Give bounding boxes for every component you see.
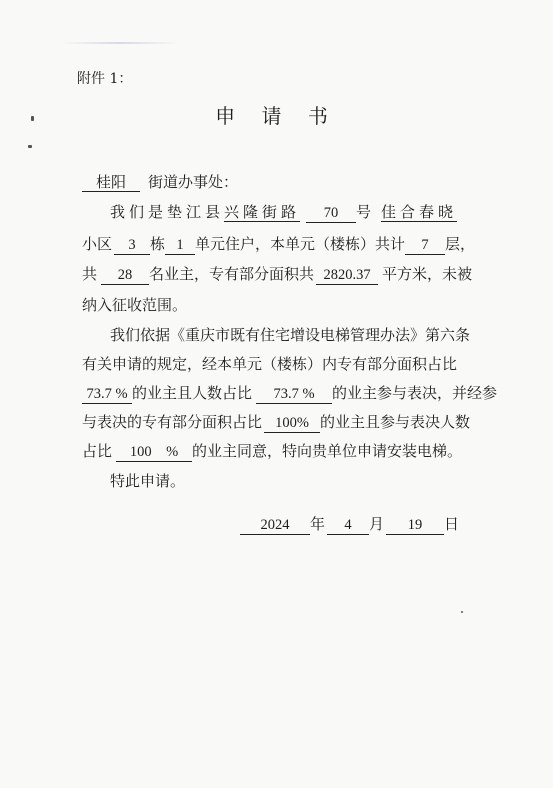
closing-text: 特此申请。 [110, 472, 186, 490]
exclusive-area: 2820.37 [316, 266, 378, 285]
regulation-reference: 我们依据《重庆市既有住宅增设电梯管理办法》第六条 [110, 326, 471, 344]
office-label: 街道办事处： [148, 173, 239, 191]
date-month-label: 月 [369, 515, 385, 533]
para2-mid2: 的业主参与表决，并经参 [332, 384, 498, 402]
para1-line1 [110, 202, 530, 223]
addressee-line [82, 172, 502, 192]
date-month: 4 [327, 516, 369, 535]
para2-line5-prefix: 占比 [82, 442, 113, 460]
para2-line1 [110, 325, 530, 345]
para2-line4-prefix: 与表决的专有部分面积占比 [82, 413, 263, 431]
area-ratio: 73.7 % [82, 385, 132, 404]
para2-line2-text: 有关申请的规定，经本单元（楼栋）内专有部分面积占比 [82, 355, 458, 373]
para2-line5 [82, 441, 502, 462]
district-prefix: 小区 [82, 235, 113, 253]
document-title: 申 请 书 [215, 104, 338, 128]
street-name: 桂阳 [82, 173, 140, 192]
para2-line5-suffix: 的业主同意，特向贵单位申请安装电梯。 [192, 442, 463, 460]
para1-line3 [82, 264, 502, 285]
unit-number: 1 [165, 236, 195, 255]
vote-area-ratio: 100% [264, 414, 320, 433]
para1-line2 [82, 234, 502, 255]
scan-speck [461, 611, 463, 613]
scan-speck [28, 145, 32, 148]
scan-artifact [60, 42, 180, 44]
date-year: 2024 [240, 516, 310, 535]
road-name: 兴隆街路 [224, 203, 301, 221]
floor-suffix: 层， [445, 235, 476, 253]
house-number: 70 [306, 204, 356, 223]
building-suffix: 栋 [150, 235, 166, 253]
date-day: 19 [386, 516, 444, 535]
para2-line3 [82, 383, 502, 404]
para2-line2 [82, 354, 502, 374]
area-suffix: 平方米，未被 [382, 265, 473, 283]
para1-lead: 我们是垫江县 [110, 203, 225, 221]
para2-mid1: 的业主且人数占比 [132, 384, 253, 402]
date-day-label: 日 [444, 515, 460, 533]
vote-people-ratio: 100 % [116, 443, 192, 462]
people-ratio: 73.7 % [256, 385, 332, 404]
para2-line4 [82, 412, 502, 433]
signature-date [240, 513, 459, 535]
owners-prefix: 共 [82, 265, 98, 283]
house-number-suffix: 号 [356, 203, 376, 221]
building-number: 3 [114, 236, 150, 255]
owners-suffix: 名业主，专有部分面积共 [149, 265, 315, 283]
owner-count: 28 [101, 266, 149, 285]
community-name: 佳合春晓 [381, 203, 458, 221]
floor-count: 7 [405, 236, 445, 255]
closing-line [110, 471, 530, 491]
para1-line4 [82, 295, 502, 315]
unit-suffix: 单元住户，本单元（楼栋）共计 [195, 235, 406, 253]
attachment-label: 附件 1： [77, 71, 133, 87]
date-year-label: 年 [310, 515, 326, 533]
para2-line4-suffix: 的业主且参与表决人数 [320, 413, 471, 431]
para1-tail: 纳入征收范围。 [82, 296, 188, 314]
